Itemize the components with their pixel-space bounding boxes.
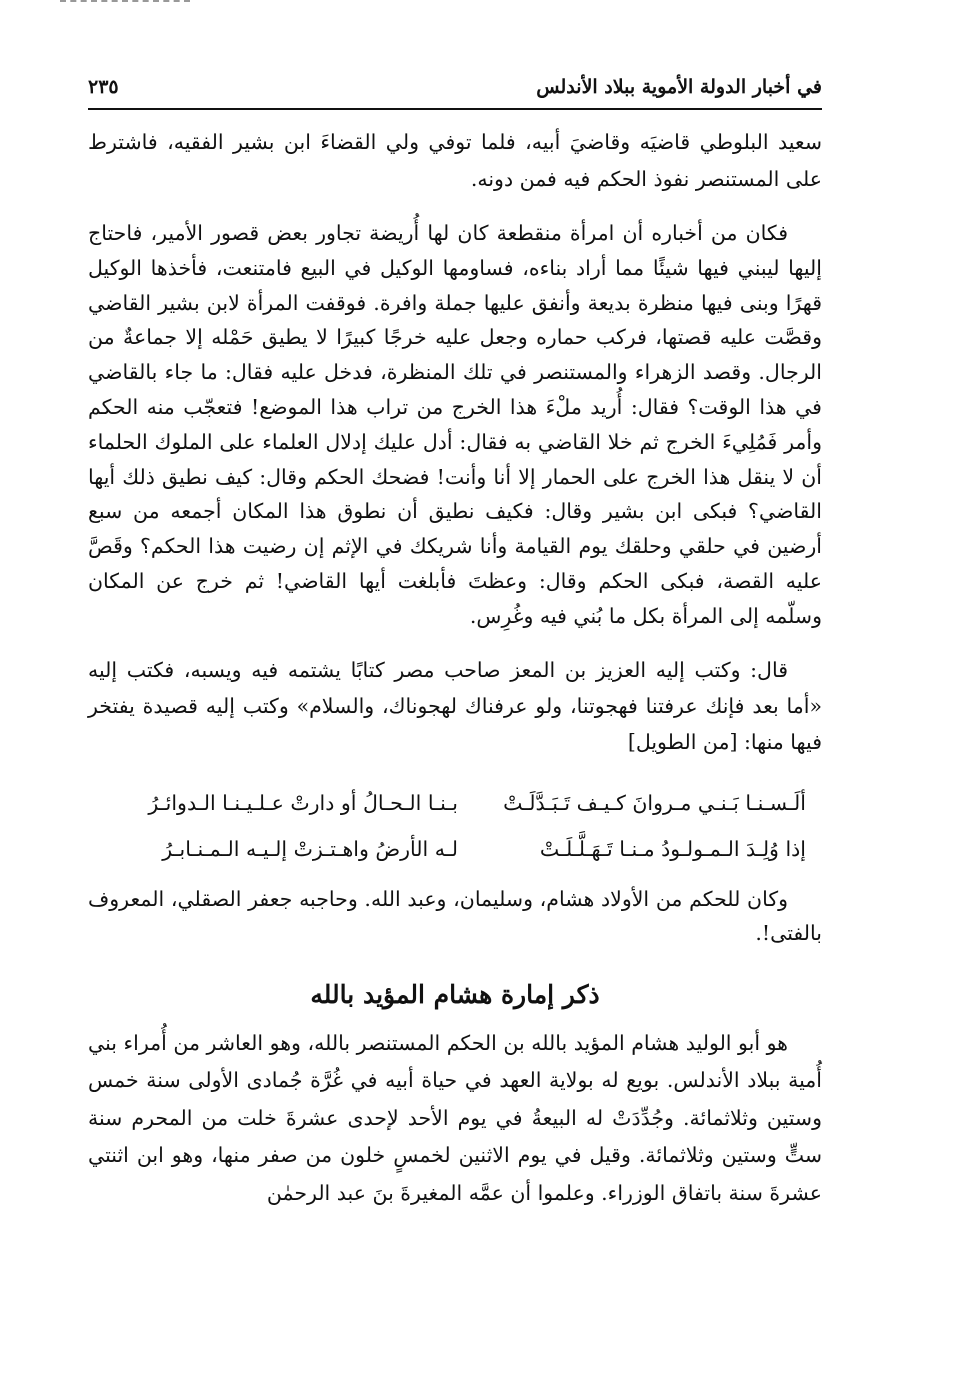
poem-verse (88, 826, 822, 872)
paragraph-story: فكان من أخباره أن امرأة منقطعة كان لها أُريضة تجاور بعض قصور الأمير، فاحتاج إليها ليبني فيها شيئًا مما أراد بناءه، فساومها الوكيل في البيع فامتنعت، فأخذها الوكيل قهرًا وبنى فيها منظرة بديعة وأنفق عليها جملة وافرة. فوقفت المرأة لابن بشير القاضي وقصَّت عليه قصتها، فركب حماره وجعل عليه خرجًا كبيرًا لا يطيق حَمْله إلا جماعةٌ من الرجال. وقصد الزهراء والمستنصر في تلك المنظرة، فدخل عليه فقال: ما جاء بالقاضي في هذا الوقت؟ فقال: أُريد ملْءَ هذا الخرج من تراب هذا الموضع! فتعجّب منه الحكم وأمر فَمُلِيءَ الخرج ثم خلا القاضي به فقال: أدل عليك إدلال العلماء على الملوك الحلماء أن لا ينقل هذا الخرج على الحمار إلا أنا وأنت! فضحك الحكم وقال: كيف نطيق ذلك أيها القاضي؟ فبكى ابن بشير وقال: فكيف نطيق أن نطوق هذا المكان أجمعه من سبع أرضين في حلقي وحلقك يوم القيامة وأنا شريكك في الإثم إن رضيت هذا الحكم؟ وقَصَّ عليه القصة، فبكى الحكم وقال: وعظتَ فأبلغت أيها القاضي! ثم خرج عن المكان وسلّمه إلى المرأة بكل ما بُني فيه وغُرِس. (88, 221, 822, 628)
section-heading: ذكر إمارة هشام المؤيد بالله (310, 979, 600, 1009)
paragraph-hisham: هو أبو الوليد هشام المؤيد بالله بن الحكم المستنصر بالله، وهو العاشر من أُمراء بني أُمية ببلاد الأندلس. بويع له بولاية العهد في حياة أبيه في غُرَّة جُمادى الأولى سنة خمس وستين وثلاثمائة. وجُدِّدَتْ له البيعةُ في يوم الأحد لإحدى عشرةَ خلت من المحرم سنة ستٍّ وستين وثلاثمائة. وقيل في يوم الاثنين لخمسٍ خلون من صفر منها، وهو ابن اثنتي عشرةَ سنة باتفاق الوزراء. وعلموا أن عمَّه المغيرةَ بنَ عبد الرحمٰن (88, 1030, 822, 1205)
verse-second-hemistich: بـنـا الـحـالُ أو دارتْ عـلـيـنـا الـدوائـرُ (148, 790, 458, 815)
verse-second-hemistich: لـه الأرضُ واهـتـزتْ إلـيـه الـمـنـابـرُ (162, 836, 458, 861)
poem-verse (88, 780, 822, 826)
paragraph-continuation: سعيد البلوطي قاضيَه وقاضيَ أبيه، فلما توفي ولي القضاءَ ابن بشير الفقيه، فاشترط على المستنصر نفوذ الحكم فيه فمن دونه. (88, 130, 822, 191)
page-content (88, 124, 822, 1212)
running-title: في أخبار الدولة الأموية ببلاد الأندلس (536, 76, 822, 98)
page-number: ٢٣٥ (88, 76, 119, 98)
poem (88, 780, 822, 872)
verse-first-hemistich: إذا وُلِـدَ الـمـولـودُ مـنـا تَـهَـلَّـلَـتْ (539, 836, 806, 861)
verse-first-hemistich: ألَـسـنـا بَـنـي مـروانَ كـيـف تَـبَـدَّلَـتْ (503, 790, 806, 815)
page-header (88, 74, 822, 110)
paragraph-children: وكان للحكم من الأولاد هشام، وسليمان، وعبد الله. وحاجبه جعفر الصقلي، المعروف بالفتى!. (88, 886, 822, 945)
scan-artifact-dashes (60, 0, 190, 2)
paragraph-letter: قال: وكتب إليه العزيز بن المعز صاحب مصر كتابًا يشتمه فيه ويسبه، فكتب إليه «أما بعد فإنك عرفتنا فهجوتنا، ولو عرفناك لهجوناك، والسلام» وكتب إليه قصيدة يفتخر فيها منها: [من الطويل] (88, 657, 822, 754)
